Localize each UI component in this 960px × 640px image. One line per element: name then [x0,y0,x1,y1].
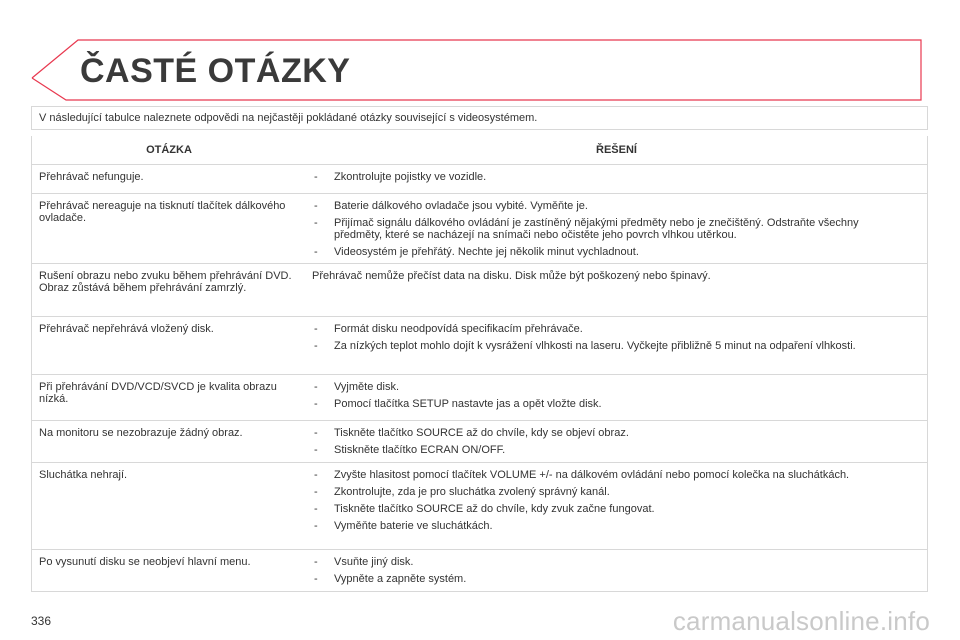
solution-cell [306,421,928,463]
solution-item: - Stiskněte tlačítko ECRAN ON/OFF. [312,444,899,456]
solution-list [312,171,899,183]
solution-item: - Formát disku neodpovídá specifikacím přehrávače. [312,323,899,335]
faq-table [31,136,928,592]
header-solution: ŘEŠENÍ [306,136,928,165]
solution-item: - Tiskněte tlačítko SOURCE až do chvíle, kdy se objeví obraz. [312,427,899,439]
table-body [32,165,928,592]
question-cell: Sluchátka nehrají. [32,463,307,550]
solution-item: - Zkontrolujte pojistky ve vozidle. [312,171,899,183]
question-cell: Rušení obrazu nebo zvuku během přehrávání DVD. Obraz zůstává během přehrávání zamrzlý. [32,264,307,317]
table-row [32,194,928,264]
solution-cell [306,165,928,194]
solution-item: - Zkontrolujte, zda je pro sluchátka zvolený správný kanál. [312,486,899,498]
question-cell: Přehrávač nepřehrává vložený disk. [32,317,307,375]
solution-list [312,469,899,532]
solution-cell [306,317,928,375]
table-row [32,317,928,375]
solution-item: - Vsuňte jiný disk. [312,556,899,568]
solution-list [312,381,899,410]
solution-item: - Baterie dálkového ovladače jsou vybité. Vyměňte je. [312,200,899,212]
solution-item: - Tiskněte tlačítko SOURCE až do chvíle, kdy zvuk začne fungovat. [312,503,899,515]
table-row [32,375,928,421]
table-row [32,463,928,550]
solution-list [312,323,899,352]
table-row [32,421,928,463]
solution-item: - Zvyšte hlasitost pomocí tlačítek VOLUME +/- na dálkovém ovládání nebo pomocí kolečka na sluchátkách. [312,469,899,481]
solution-list [312,200,899,258]
solution-list [312,427,899,456]
solution-item: - Videosystém je přehřátý. Nechte jej několik minut vychladnout. [312,246,899,258]
solution-text: Přehrávač nemůže přečíst data na disku. Disk může být poškozený nebo špinavý. [312,270,711,282]
watermark: carmanualsonline.info [672,606,930,636]
solution-item: - Vypněte a zapněte systém. [312,573,899,585]
solution-item: - Vyjměte disk. [312,381,899,393]
solution-cell [306,375,928,421]
table-header-row [32,136,928,165]
question-cell: Přehrávač nereaguje na tisknutí tlačítek dálkového ovladače. [32,194,307,264]
solution-item: - Vyměňte baterie ve sluchátkách. [312,520,899,532]
table-row [32,550,928,592]
solution-cell [306,264,928,317]
page-title: ČASTÉ OTÁZKY [80,52,351,90]
solution-item: - Pomocí tlačítka SETUP nastavte jas a opět vložte disk. [312,398,899,410]
solution-cell [306,463,928,550]
solution-list [312,556,899,585]
page-number: 336 [31,614,52,628]
question-cell: Přehrávač nefunguje. [32,165,307,194]
table-row [32,165,928,194]
intro-text: V následující tabulce naleznete odpovědi na nejčastěji pokládané otázky související s videosystémem. [31,106,928,130]
solution-item: - Za nízkých teplot mohlo dojít k vysrážení vlhkosti na laseru. Vyčkejte přibližně 5 minut na odpaření vlhkosti. [312,340,899,352]
solution-cell [306,550,928,592]
header-question: OTÁZKA [32,136,307,165]
question-cell: Na monitoru se nezobrazuje žádný obraz. [32,421,307,463]
question-cell: Při přehrávání DVD/VCD/SVCD je kvalita obrazu nízká. [32,375,307,421]
solution-cell [306,194,928,264]
solution-item: - Přijímač signálu dálkového ovládání je zastíněný nějakými předměty nebo je znečištěný. Odstraňte všechny předměty, které se nacházejí na snímači nebo očistěte jeho povrch vlhkou utěrkou. [312,217,899,241]
table-row [32,264,928,317]
question-cell: Po vysunutí disku se neobjeví hlavní menu. [32,550,307,592]
